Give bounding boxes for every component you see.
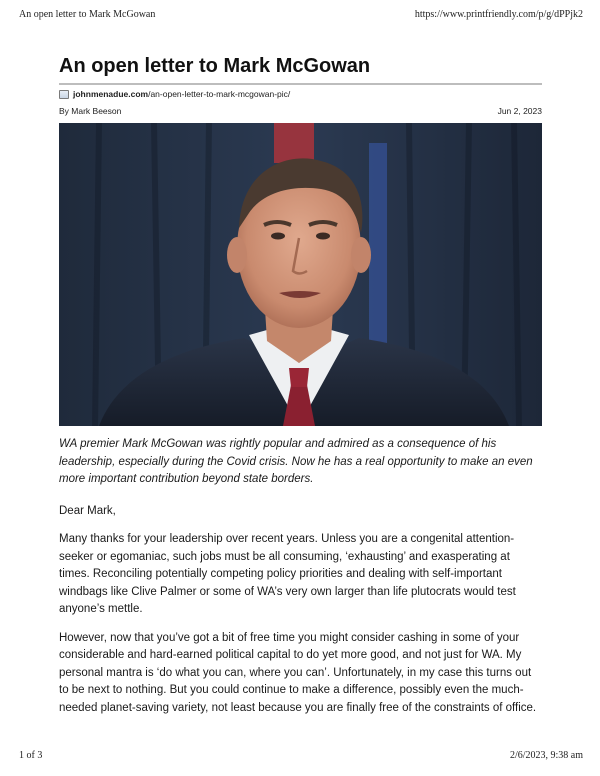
article (59, 52, 542, 717)
favicon-icon (59, 90, 69, 99)
article-photo (59, 123, 542, 426)
paragraph: However, now that you’ve got a bit of free time you might consider cashing in some of your considerable and hard-earned political capital to do yet more good, and not just for WA. My personal mantra is ‘do what you can, where you can’. Unfortunately, in my case this turns out to be next to nothing. But you could continue to make a difference, possibly even the much-needed planet-saving variety, not least because you are finally free of the constraints of office. (59, 631, 537, 714)
print-header-url[interactable]: https://www.printfriendly.com/p/g/dPPjk2 (414, 9, 583, 20)
article-meta (59, 106, 542, 116)
publish-date: Jun 2, 2023 (497, 106, 542, 116)
source-path[interactable]: /an-open-letter-to-mark-mcgowan-pic/ (148, 89, 291, 99)
print-timestamp: 2/6/2023, 9:38 am (509, 750, 583, 761)
print-header-title: An open letter to Mark McGowan (19, 9, 156, 20)
letter-greeting: Dear Mark, (59, 504, 116, 517)
source-domain[interactable]: johnmenadue.com (73, 89, 149, 99)
byline: By Mark Beeson (59, 106, 122, 116)
print-header (19, 9, 583, 20)
portrait-illustration (59, 123, 542, 426)
paragraph: Many thanks for your leadership over recent years. Unless you are a congenital attention-seeker or egomaniac, such jobs must be all consuming, ‘exhausting’ and exasperating at times. Reconciling potentially competing policy priorities and dealing with self-important windbags like Clive Palmer or some of WA’s very own larger than life plutocrats would test anyone’s mettle. (59, 533, 516, 615)
source-link[interactable] (59, 89, 542, 99)
page-number: 1 of 3 (19, 750, 43, 761)
article-title: An open letter to Mark McGowan (59, 52, 542, 85)
article-lead: WA premier Mark McGowan was rightly popular and admired as a consequence of his leadership, especially during the Covid crisis. Now he has a real opportunity to make an even more important contribution beyond state borders. (59, 438, 533, 485)
print-footer (19, 750, 583, 761)
